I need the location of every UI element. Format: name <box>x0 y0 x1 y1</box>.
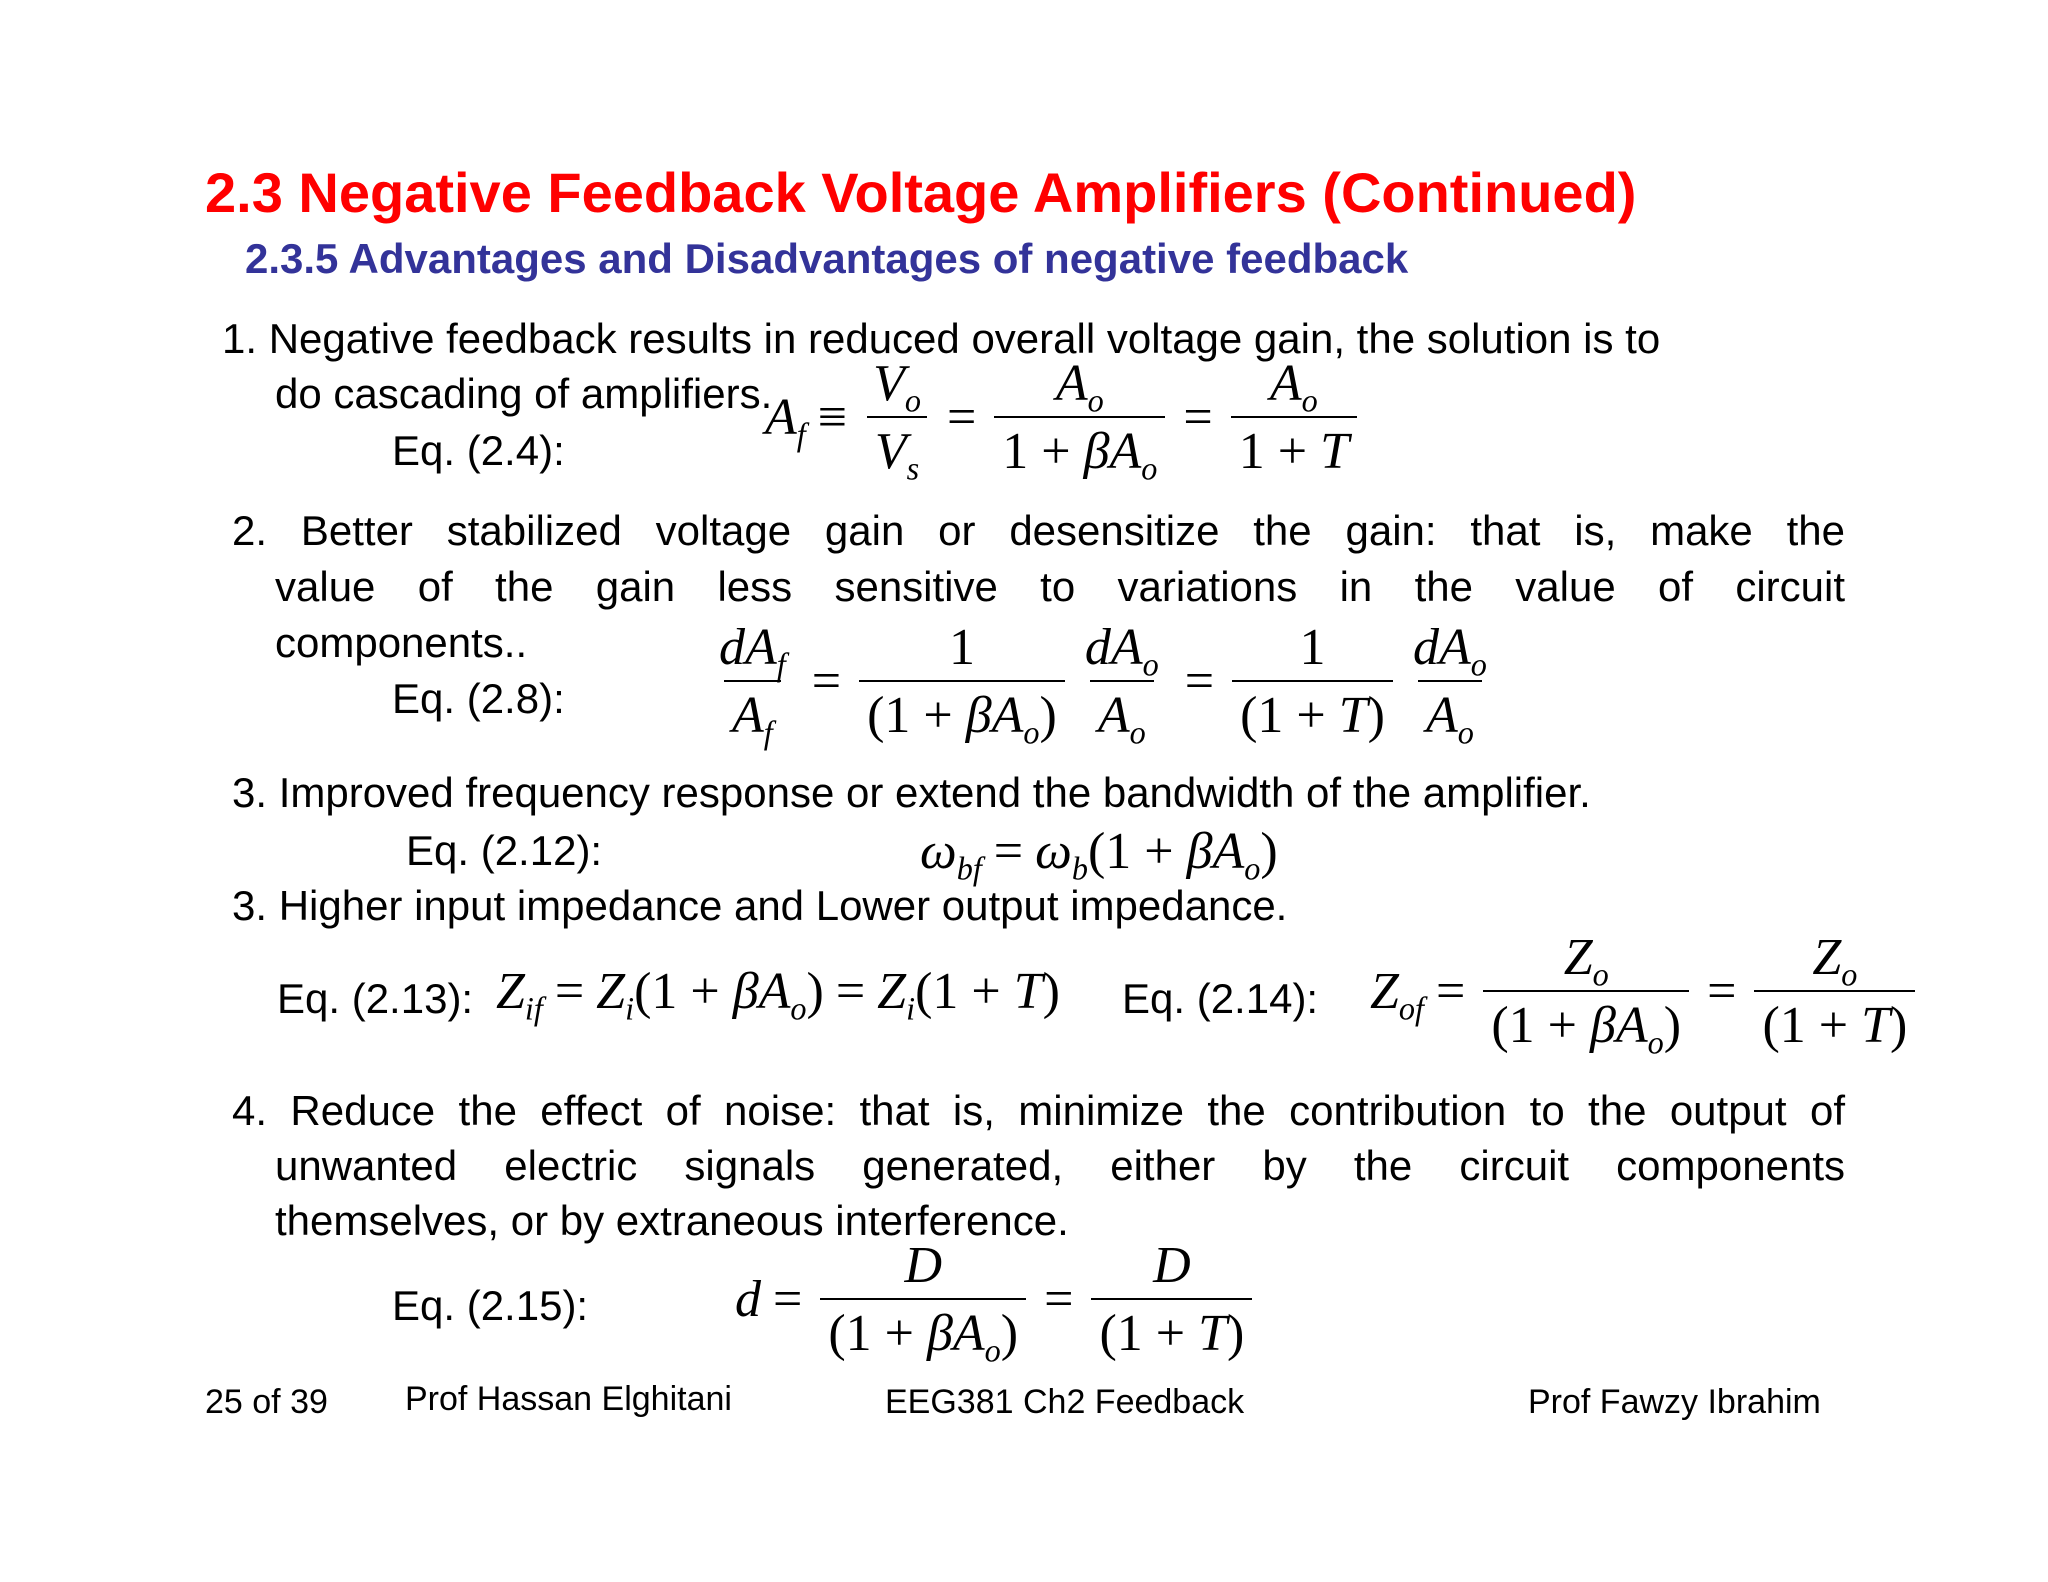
section-subtitle: 2.3.5 Advantages and Disadvantages of negative feedback <box>245 235 1409 282</box>
eq-2-4-formula: $A_f$ ≡ $\frac{V_o}{V_s}$ = $\frac{A_o}{1 + \beta A_o}$ = $\frac{A_o}{1 + T}$ <box>765 358 1363 478</box>
item-4-line-2: unwanted electric signals generated, either by the circuit components <box>275 1142 1845 1189</box>
eq-2-15-label: Eq. (2.15): <box>392 1282 589 1329</box>
footer-author-right: Prof Fawzy Ibrahim <box>1528 1383 1821 1421</box>
item-4-line-1: 4. Reduce the effect of noise: that is, minimize the contribution to the output of <box>232 1087 1845 1134</box>
page-number: 25 of 39 <box>205 1383 328 1421</box>
eq-2-12-label: Eq. (2.12): <box>406 827 603 874</box>
footer-author-left: Prof Hassan Elghitani <box>405 1380 732 1418</box>
eq-2-15-formula: d = $\frac{D}{(1 + \beta A_o)}$ = $\frac{D}{(1 + T)}$ <box>735 1240 1258 1360</box>
eq-2-14-formula: $Z_{of}$ = $\frac{Z_o}{(1 + \beta A_o)}$ = $\frac{Z_o}{(1 + T)}$ <box>1370 932 1921 1052</box>
item-3b-line-1: 3. Higher input impedance and Lower output impedance. <box>232 882 1288 929</box>
slide-title: 2.3 Negative Feedback Voltage Amplifiers (Continued) <box>205 161 1637 224</box>
eq-2-13-label: Eq. (2.13): <box>277 975 474 1022</box>
eq-2-8-label: Eq. (2.8): <box>392 675 565 722</box>
eq-2-12-formula: $\omega_{bf}$ = $\omega_b(1 + \beta A_o)$ <box>920 823 1278 887</box>
footer-course: EEG381 Ch2 Feedback <box>885 1383 1245 1421</box>
item-1-line-1: 1. Negative feedback results in reduced overall voltage gain, the solution is to <box>222 315 1661 362</box>
item-2-line-2: value of the gain less sensitive to variations in the value of circuit <box>275 563 1845 610</box>
item-4-line-3: themselves, or by extraneous interference. <box>275 1197 1069 1244</box>
eq-2-13-formula: $Z_{if}$ = $Z_i(1 + \beta A_o)$ = $Z_i(1 + T)$ <box>496 963 1060 1027</box>
eq-2-8-formula: $\frac{dA_f}{A_f}$ = $\frac{1}{(1 + \beta A_o)}$ $\frac{dA_o}{A_o}$ = $\frac{1}{(1 + T)}$ $\frac{dA_o}{A_o}$ <box>719 619 1487 751</box>
item-1-line-2: do cascading of amplifiers. <box>275 370 773 417</box>
eq-2-14-label: Eq. (2.14): <box>1122 975 1319 1022</box>
item-3-line-1: 3. Improved frequency response or extend the bandwidth of the amplifier. <box>232 769 1591 816</box>
item-2-line-1: 2. Better stabilized voltage gain or desensitize the gain: that is, make the <box>232 507 1845 554</box>
item-2-line-3: components.. <box>275 619 528 666</box>
eq-2-4-label: Eq. (2.4): <box>392 427 565 474</box>
